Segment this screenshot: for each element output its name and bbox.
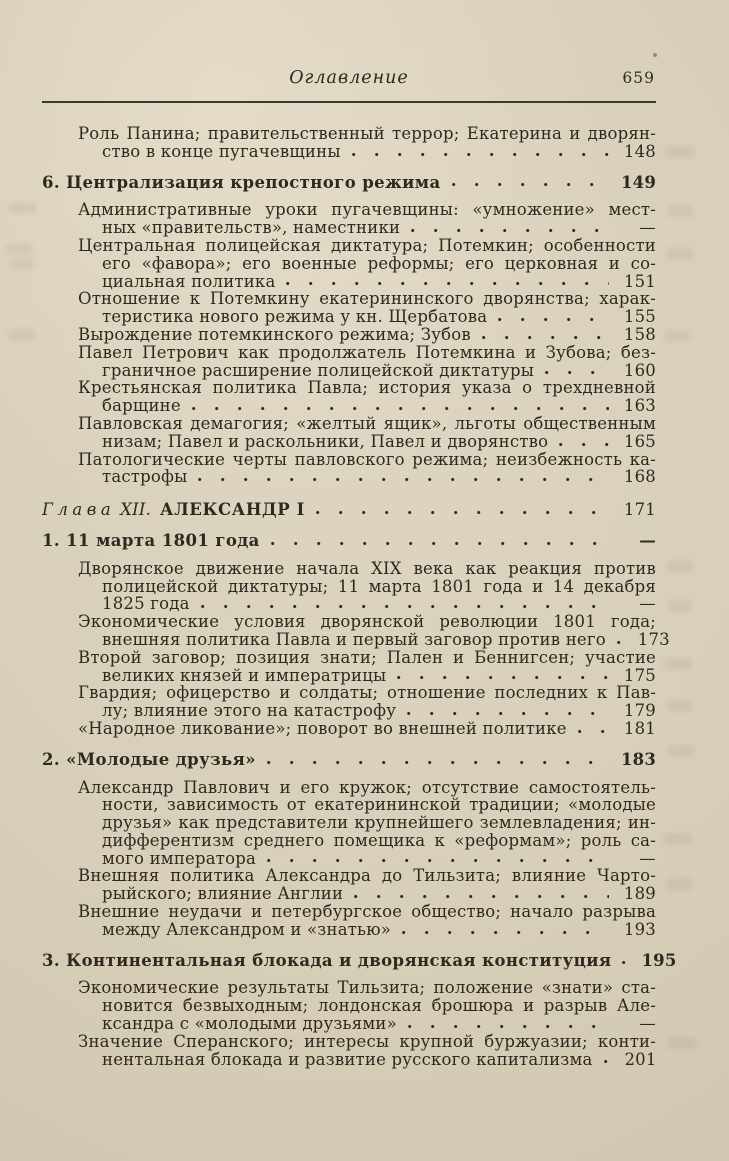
toc-section	[42, 532, 656, 550]
toc-line: Экономические результаты Тильзита; положение «знати» ста-	[78, 978, 656, 998]
toc-entry	[42, 290, 656, 326]
toc-entry-text: 1825 года	[102, 594, 190, 614]
toc-entry	[42, 720, 656, 738]
page-header-title: Оглавление	[289, 68, 409, 88]
toc-page-number: 173	[637, 629, 670, 649]
chapter-name: АЛЕКСАНДР I	[160, 500, 305, 520]
toc-section-title: 6. Централизация крепостного режима	[42, 172, 441, 192]
toc-entry	[42, 867, 656, 903]
bleed-through-artifact	[666, 560, 694, 572]
toc-entry	[42, 560, 656, 613]
toc-line: новится безвыходным; лондонская брошюра и разрыв Але-	[102, 996, 656, 1016]
toc-entry-text: низам; Павел и раскольники, Павел и дворянство	[102, 431, 549, 451]
toc-line	[102, 667, 656, 685]
toc-entry	[42, 326, 656, 344]
toc-line	[102, 397, 656, 415]
toc-page-number: 195	[641, 950, 677, 970]
toc-page-dash: —	[639, 1014, 656, 1034]
bleed-through-artifact	[6, 243, 32, 255]
toc-entry	[42, 1033, 656, 1069]
toc-entry	[42, 201, 656, 237]
bleed-through-artifact	[8, 202, 36, 214]
dot-leader	[267, 857, 609, 864]
toc-entry-text: мого императора	[102, 848, 257, 868]
toc-entry	[42, 125, 656, 161]
toc-section	[42, 950, 677, 970]
bleed-through-artifact	[668, 745, 694, 757]
toc-chapter-title	[42, 501, 305, 519]
toc-line	[102, 219, 656, 237]
page-content	[42, 0, 677, 1069]
dot-leader	[545, 369, 609, 376]
dot-leader	[482, 334, 609, 341]
toc-line: Гвардия; офицерство и солдаты; отношение последних к Пав-	[78, 683, 656, 703]
toc-entry-text: теристика нового режима у кн. Щербатова	[102, 307, 488, 327]
toc-page-dash: —	[639, 218, 656, 238]
toc-page-number: 163	[623, 396, 656, 416]
bleed-through-artifact	[664, 658, 692, 670]
toc-page-number: 160	[623, 360, 656, 380]
toc-entry-text: ксандра с «молодыми друзьями»	[102, 1014, 397, 1034]
dot-leader	[617, 639, 623, 646]
toc-line: Павловская демагогия; «желтый ящик», льготы общественным	[78, 413, 656, 433]
bleed-through-artifact	[10, 258, 34, 270]
toc-section-title: 2. «Молодые друзья»	[42, 749, 256, 769]
dot-leader	[354, 893, 609, 900]
toc-chapter	[42, 501, 656, 519]
toc-line: Значение Сперанского; интересы крупной буржуазии; конти-	[78, 1031, 656, 1051]
dot-leader	[286, 280, 609, 287]
toc-page-number: 165	[623, 431, 656, 451]
toc-entry	[42, 903, 656, 939]
toc-page-number: 158	[623, 324, 656, 344]
toc-page-number: 151	[623, 271, 656, 291]
toc-entry-text: нентальная блокада и развитие русского капитализма	[102, 1049, 593, 1069]
toc-entry-text: Вырождение потемкинского режима; Зубов	[78, 324, 471, 344]
toc-line	[102, 1051, 656, 1069]
toc-line	[102, 850, 656, 868]
chapter-word: Глава	[42, 500, 116, 520]
toc-page-number: 155	[623, 307, 656, 327]
toc-section	[42, 174, 656, 192]
toc-entry	[42, 379, 656, 415]
bleed-through-artifact	[666, 700, 692, 712]
toc-entry-text: лу; влияние этого на катастрофу	[102, 701, 397, 721]
toc-entry-text: тастрофы	[102, 467, 188, 487]
dot-leader	[192, 405, 609, 412]
toc-line	[42, 751, 656, 769]
page-number: 659	[622, 69, 655, 87]
toc-entry-text: барщине	[102, 396, 181, 416]
running-head	[42, 68, 656, 92]
toc-page-dash: —	[639, 848, 656, 868]
toc-line: Дворянское движение начала XIX века как реакция против	[78, 558, 656, 578]
toc-line	[102, 308, 656, 326]
toc-line: полицейской диктатуры; 11 марта 1801 года и 14 декабря	[102, 576, 656, 596]
toc-line: его «фавора»; его военные реформы; его церковная и со-	[102, 253, 656, 273]
dot-leader	[271, 540, 609, 547]
toc-entry	[42, 684, 656, 720]
toc-entry-text: внешняя политика Павла и первый заговор против него	[102, 629, 606, 649]
toc-line	[102, 885, 656, 903]
dot-leader	[316, 509, 609, 516]
toc-page-dash: —	[639, 530, 656, 550]
toc-page-number: 168	[623, 467, 656, 487]
toc-line: Внешние неудачи и петербургское общество; начало разрыва	[78, 902, 656, 922]
toc-section-title: 1. 11 марта 1801 года	[42, 530, 260, 550]
toc-page-number: 179	[623, 701, 656, 721]
toc-line	[78, 326, 656, 344]
bleed-through-artifact	[664, 330, 690, 342]
toc-entry-text: циальная политика	[102, 271, 276, 291]
dot-leader	[408, 1023, 609, 1030]
toc-entry-text: «Народное ликование»; поворот во внешней политике	[78, 718, 567, 738]
dot-leader	[397, 674, 609, 681]
toc-entry	[42, 612, 670, 649]
toc-entry	[42, 649, 656, 685]
dot-leader	[578, 728, 609, 735]
toc-entry	[42, 979, 656, 1032]
toc-line: Александр Павлович и его кружок; отсутствие самостоятель-	[78, 777, 656, 797]
toc-line: дифферентизм среднего помещика к «реформам»; роль са-	[102, 830, 656, 850]
toc-line: друзья» как представители крупнейшего землевладения; ин-	[102, 813, 656, 833]
dot-leader	[352, 151, 609, 158]
bleed-through-artifact	[8, 329, 36, 341]
toc-line: Внешняя политика Александра до Тильзита; влияние Чарто-	[78, 866, 656, 886]
toc-line: Крестьянская политика Павла; история указа о трехдневной	[78, 378, 656, 398]
toc-entry	[42, 344, 656, 380]
toc-entry	[42, 237, 656, 290]
toc-line	[102, 595, 656, 613]
chapter-numeral: XII.	[120, 500, 152, 520]
dot-leader	[402, 929, 609, 936]
toc-entry	[42, 451, 656, 487]
toc-line: Второй заговор; позиция знати; Пален и Беннигсен; участие	[78, 647, 656, 667]
dot-leader	[559, 441, 609, 448]
toc-entry-text: рыйского; влияние Англии	[102, 884, 344, 904]
toc-line	[102, 362, 656, 380]
toc-line: Патологические черты павловского режима; неизбежность ка-	[78, 449, 656, 469]
toc-line: Центральная полицейская диктатура; Потемкин; особенности	[78, 235, 656, 255]
toc-entry	[42, 779, 656, 868]
toc-entry-text: великих князей и императрицы	[102, 665, 387, 685]
toc-line	[102, 468, 656, 486]
toc-line	[42, 532, 656, 550]
dot-leader	[452, 181, 608, 188]
toc-line	[42, 174, 656, 192]
toc-list	[42, 124, 677, 1069]
bleed-through-artifact	[666, 878, 692, 890]
toc-line: Отношение к Потемкину екатерининского дворянства; харак-	[78, 289, 656, 309]
bleed-through-artifact	[668, 600, 692, 612]
bleed-through-artifact	[666, 248, 694, 260]
dot-leader	[622, 959, 628, 966]
toc-line: Экономические условия дворянской революции 1801 года;	[78, 612, 656, 632]
toc-line	[102, 433, 656, 451]
toc-entry-text: ных «правительств», наместники	[102, 218, 401, 238]
dot-leader	[198, 476, 609, 483]
toc-page-number: 183	[620, 749, 656, 769]
toc-line: Роль Панина; правительственный террор; Екатерина и дворян-	[78, 124, 656, 143]
toc-section	[42, 751, 656, 769]
toc-line	[78, 720, 656, 738]
toc-entry	[42, 415, 656, 451]
toc-section-title: 3. Континентальная блокада и дворянская конституция	[42, 950, 612, 970]
dot-leader	[201, 603, 609, 610]
toc-line	[102, 629, 670, 649]
ink-speck	[653, 53, 657, 57]
dot-leader	[267, 759, 608, 766]
toc-page-number: 201	[624, 1049, 657, 1069]
toc-page-number: 171	[623, 500, 656, 520]
toc-entry-text: ство в конце пугачевщины	[102, 141, 341, 161]
toc-line	[42, 501, 656, 519]
toc-line	[102, 1015, 656, 1033]
toc-line	[102, 702, 656, 720]
bleed-through-artifact	[668, 205, 694, 217]
toc-line	[42, 950, 677, 970]
header-rule	[42, 101, 656, 103]
dot-leader	[411, 227, 609, 234]
toc-page-number: 148	[623, 141, 656, 161]
toc-page-number: 149	[620, 172, 656, 192]
toc-line: Павел Петрович как продолжатель Потемкина и Зубова; без-	[78, 342, 656, 362]
toc-line: Административные уроки пугачевщины: «умножение» мест-	[78, 200, 656, 220]
dot-leader	[407, 710, 609, 717]
toc-page-number: 189	[623, 884, 656, 904]
bleed-through-artifact	[668, 1037, 696, 1049]
toc-entry-text: граничное расширение полицейской диктатуры	[102, 360, 535, 380]
toc-line	[102, 921, 656, 939]
toc-page-number: 181	[623, 718, 656, 738]
toc-page-number: 193	[623, 919, 656, 939]
bleed-through-artifact	[664, 833, 692, 845]
toc-entry-text: между Александром и «знатью»	[102, 919, 392, 939]
dot-leader	[498, 316, 609, 323]
toc-line	[102, 273, 656, 291]
toc-page-number: 175	[623, 665, 656, 685]
toc-line	[102, 143, 656, 161]
toc-line: ности, зависимость от екатерининской традиции; «молодые	[102, 795, 656, 815]
dot-leader	[604, 1058, 610, 1065]
bleed-through-artifact	[664, 146, 694, 158]
toc-page-dash: —	[639, 594, 656, 614]
